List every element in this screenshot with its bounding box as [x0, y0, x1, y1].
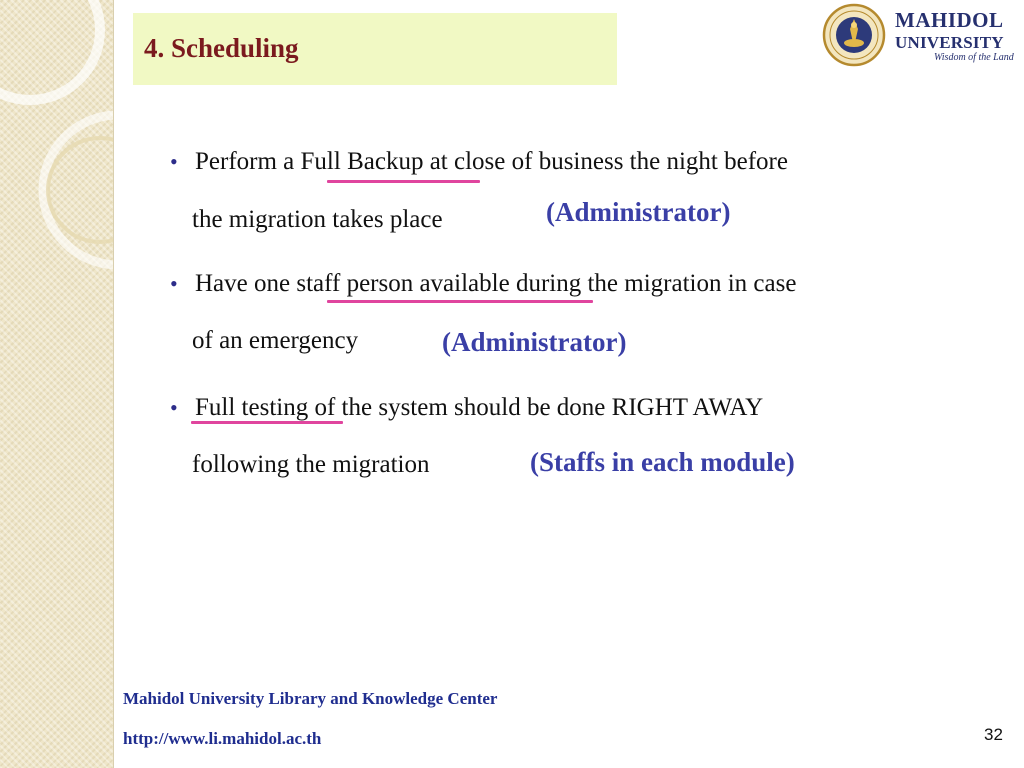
logo-subname: UNIVERSITY: [895, 33, 1004, 52]
decorative-circles-icon: [0, 0, 113, 768]
bullet-1-underlined-text: Full Backup: [300, 148, 424, 175]
bullet-2-role: (Administrator): [442, 327, 627, 357]
footer-url-link[interactable]: http://www.li.mahidol.ac.th: [123, 729, 322, 748]
page-number: 32: [984, 725, 1003, 744]
footer-organization: Mahidol University Library and Knowledge Center: [123, 689, 498, 708]
bullet-3-role: (Staffs in each module): [530, 447, 795, 477]
bullet-3-line-1: [195, 394, 763, 422]
bullet-1-text-before: Perform a: [195, 148, 301, 175]
bullet-2-text-after: during the migration in case: [509, 270, 797, 297]
bullet-2-underlined-text: staff person available: [296, 270, 510, 297]
mahidol-seal-icon: [822, 3, 886, 67]
bullet-1-role: (Administrator): [546, 197, 731, 227]
logo-name: MAHIDOL: [895, 8, 1004, 32]
bullet-3-highlight-underline: [191, 421, 343, 424]
bullet-2-line-2: of an emergency: [192, 327, 359, 354]
bullet-marker: •: [170, 395, 178, 420]
bullet-1-highlight-underline: [327, 180, 480, 183]
bullet-1-line-1: [195, 148, 788, 176]
bullet-2-line-1: [195, 270, 796, 298]
bullet-1-text-after: at close of business the night before: [423, 148, 788, 175]
slide-title: 4. Scheduling: [144, 33, 299, 63]
bullet-marker: •: [170, 271, 178, 296]
bullet-marker: •: [170, 149, 178, 174]
bullet-2-highlight-underline: [327, 300, 593, 303]
university-logo: [822, 3, 1022, 65]
bullet-1-line-2: the migration takes place: [192, 206, 443, 233]
bullet-3-text-after: of the system should be done RIGHT AWAY: [308, 394, 764, 421]
bullet-2-text-before: Have one: [195, 270, 297, 297]
bullet-3-underlined-text: Full testing: [195, 394, 309, 421]
decorative-side-panel: [0, 0, 114, 768]
bullet-3-line-2: following the migration: [192, 451, 430, 478]
logo-tagline: Wisdom of the Land: [934, 52, 1014, 63]
